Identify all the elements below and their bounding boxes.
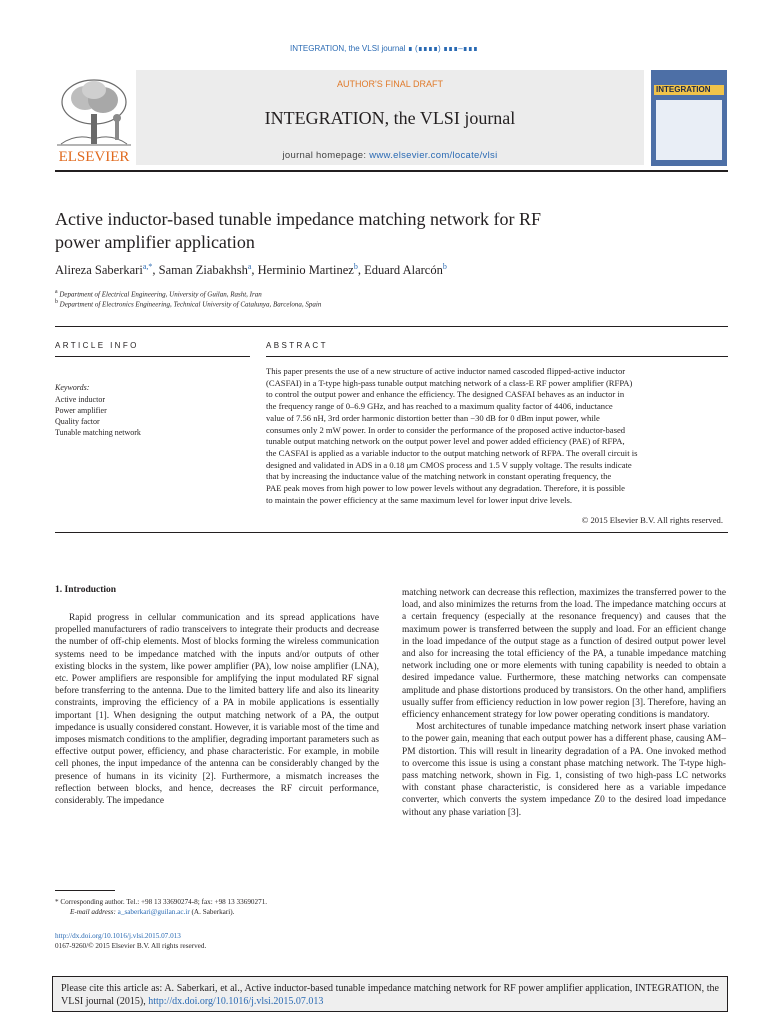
corresponding-author-note: * Corresponding author. Tel.: +98 13 33690274-8; fax: +98 13 33690271. bbox=[55, 898, 268, 906]
abstract-line: that by increasing the inductance value of the matching network in constant operating frequency, the bbox=[266, 471, 612, 482]
email-suffix: (A. Saberkari). bbox=[189, 908, 235, 916]
abstract-line: This paper presents the use of a new structure of active inductor named cascoded flipped-active inductor bbox=[266, 366, 626, 376]
author-affil-marker[interactable]: a,* bbox=[142, 262, 153, 271]
author-affil-marker[interactable]: a bbox=[247, 262, 252, 271]
citation-text: Please cite this article as: A. Saberkari, et al., Active inductor-based tunable impedance matching network for RF power amplifier application, INTEGRATION, the VLSI journal (2015), bbox=[61, 983, 719, 1007]
abstract-line: (CASFAI) in a T-type high-pass tunable output matching network of a class-E RF power amplifier (RFPA) bbox=[266, 377, 633, 388]
body-paragraph: matching network can decrease this reflection, maximizes the transferred power to the load, and also minimizes the returns from the load. The impedance matching occurs at a certain frequency (especially at the resonance frequency) and causes that the maximum power is transferred between the supply and load. For an efficient change in the load impedance of the output stage as a function of desired output power level and also for increasing the total efficiency of the PA, a tunable impedance matching network including one or more elements with tuning capability is needed to obtain a desired impedance value. Furthermore, these matching networks can compensate amplitude and phase distortions produced by transistors. On the other hand, amplifiers usually suffer from efficiency reduction in low power region [3]. Therefore, having an efficiency enhancement strategy for low power operating conditions is mandatory. bbox=[402, 588, 726, 721]
homepage-label: journal homepage: bbox=[282, 150, 370, 161]
header-divider bbox=[55, 170, 728, 172]
author-affil-marker[interactable]: b bbox=[353, 262, 358, 271]
abstract-line: PAE peak moves from high power to low power levels without any degradation. Therefore, it is possible bbox=[266, 483, 625, 494]
abstract-line: value of 7.56 nH, 3rd order harmonic distortion better than −30 dB for 0 dBm input power, while bbox=[266, 412, 600, 423]
title-line-1: Active inductor-based tunable impedance matching network for RF bbox=[55, 209, 541, 229]
article-title bbox=[55, 208, 675, 254]
keyword-item: Active inductor bbox=[55, 395, 105, 404]
author-separator: , bbox=[357, 263, 365, 278]
body-paragraph: Most architectures of tunable impedance matching network insert phase variation to the power gain, meaning that each output power has a different phase, causing AM–PM distortion. This will result in linearity degradation of a PA. One invoked method to overcome this issue is using a constant phase matching network. The T-type high-pass matching network, shown in Fig. 1, consisting of two high-pass LC networks with constant phase characteristic, is considered here as a variable impedance converter, which converts the system impedance Z0 to the desired load impedance without any phase variation [3]. bbox=[402, 722, 726, 818]
abstract-bottom-divider bbox=[55, 532, 728, 533]
abstract-line: designed and validated in ADS in a 0.18 μm CMOS process and 1.5 V supply voltage. The results indicate bbox=[266, 459, 632, 470]
journal-name: INTEGRATION, the VLSI journal bbox=[264, 108, 516, 128]
author-name: Saman Ziabakhsh bbox=[158, 263, 248, 278]
final-draft-label: AUTHOR'S FINAL DRAFT bbox=[337, 79, 443, 89]
abstract-copyright: © 2015 Elsevier B.V. All rights reserved. bbox=[581, 515, 723, 525]
body-column-right bbox=[402, 587, 726, 819]
abstract-line: tunable output matching network on the output power level and power added efficiency (PAE) of RFPA, bbox=[266, 436, 625, 447]
affiliation-text: Department of Electrical Engineering, University of Guilan, Rasht, Iran bbox=[57, 290, 262, 299]
abstract-rule bbox=[266, 356, 728, 357]
cover-contents bbox=[656, 100, 722, 160]
keyword-item: Quality factor bbox=[55, 417, 100, 426]
abstract-line: consumes only 2 mW power. In order to consider the performance of the proposed active inductor-based bbox=[266, 424, 626, 435]
title-line-2: power amplifier application bbox=[55, 232, 255, 252]
body-column-left bbox=[55, 612, 379, 807]
article-info-heading: ARTICLE INFO bbox=[55, 341, 139, 350]
affiliation-marker: a bbox=[55, 289, 58, 295]
email-link[interactable]: a_saberkari@guilan.ac.ir bbox=[117, 908, 190, 916]
author-separator: , bbox=[251, 263, 258, 278]
article-info-rule bbox=[55, 356, 250, 357]
abstract-heading: ABSTRACT bbox=[266, 341, 328, 350]
author-name: Herminio Martinez bbox=[257, 263, 354, 278]
affiliation-b bbox=[55, 299, 655, 308]
affiliation-marker: b bbox=[55, 299, 58, 305]
abstract-body bbox=[266, 366, 723, 506]
author-affil-marker[interactable]: b bbox=[442, 262, 447, 271]
abstract-line: the frequency range of 0–6.9 GHz, and has reached to a maximum quality factor of 4406, inductance bbox=[266, 401, 613, 412]
journal-homepage bbox=[136, 150, 644, 161]
footnote-rule bbox=[55, 890, 115, 891]
email-label: E-mail address: bbox=[70, 908, 118, 916]
doi-link[interactable]: http://dx.doi.org/10.1016/j.vlsi.2015.07.013 bbox=[55, 932, 181, 940]
front-matter-divider bbox=[55, 326, 728, 327]
citation-box bbox=[52, 976, 728, 1012]
body-paragraph: Rapid progress in cellular communication and its spread applications have propelled manufacturers of radio transceivers to integrate their products and decrease the number of off-chip elements. Most of blocks forming the wireless communication systems need to be impedance matched with the inputs and/or outputs of other existing blocks in the system, like power amplifier (PA), low noise amplifier (LNA), etc. Power amplifiers are responsible for amplifying the input modulated RF signal before transferring to the antenna. Due to the limited battery life and also its linearity constraints, improving the efficiency of a PA in mobile applications is essentially important [1]. When designing the output matching network of a PA, the output impedance is usually considered constant. However, it is variable most of the time and imposes mismatch conditions to the amplifier, degrading important parameters such as effective output power, efficiency, and phase characteristic. For example, in mobile cell phones, the input impedance of the antenna can be considerably changed by the presence of humans in its vicinity [2]. Furthermore, a mismatch increases the reflection between blocks, and hence, decreases the RF circuit performance, considerably. The impedance bbox=[55, 613, 379, 807]
running-head: INTEGRATION, the VLSI journal ∎ (∎∎∎∎) ∎∎∎–∎∎∎ bbox=[290, 44, 478, 53]
abstract-line: to control the output power and enhance the efficiency. The designed CASFAI behaves as an inductor in bbox=[266, 389, 625, 400]
author-name: Eduard Alarcón bbox=[364, 263, 443, 278]
introduction-heading: 1. Introduction bbox=[55, 585, 117, 595]
citation-doi-link[interactable]: http://dx.doi.org/10.1016/j.vlsi.2015.07.013 bbox=[148, 996, 324, 1007]
author-name: Alireza Saberkari bbox=[55, 263, 143, 278]
author-list bbox=[55, 262, 715, 278]
keyword-list bbox=[55, 394, 141, 438]
journal-cover-image bbox=[651, 70, 727, 166]
cover-title: INTEGRATION bbox=[654, 85, 724, 95]
keyword-item: Power amplifier bbox=[55, 406, 107, 415]
affiliation-text: Department of Electronics Engineering, Technical University of Catalunya, Barcelona, Spain bbox=[57, 300, 322, 309]
issn-line: 0167-9260/© 2015 Elsevier B.V. All rights reserved. bbox=[55, 942, 207, 950]
abstract-line: to maintain the power efficiency at the same maximum level for lower input drive levels. bbox=[266, 494, 573, 505]
email-note bbox=[70, 907, 400, 917]
elsevier-tree-logo bbox=[55, 76, 133, 148]
homepage-link[interactable]: www.elsevier.com/locate/vlsi bbox=[369, 150, 498, 161]
affiliation-a bbox=[55, 289, 655, 298]
author-separator: , bbox=[152, 263, 159, 278]
abstract-line: the CASFAI is applied as a variable inductor to the output matching network of RFPA. The overall circuit is bbox=[266, 447, 638, 458]
keywords-label: Keywords: bbox=[55, 383, 90, 392]
keyword-item: Tunable matching network bbox=[55, 428, 141, 437]
elsevier-wordmark: ELSEVIER bbox=[58, 149, 130, 165]
